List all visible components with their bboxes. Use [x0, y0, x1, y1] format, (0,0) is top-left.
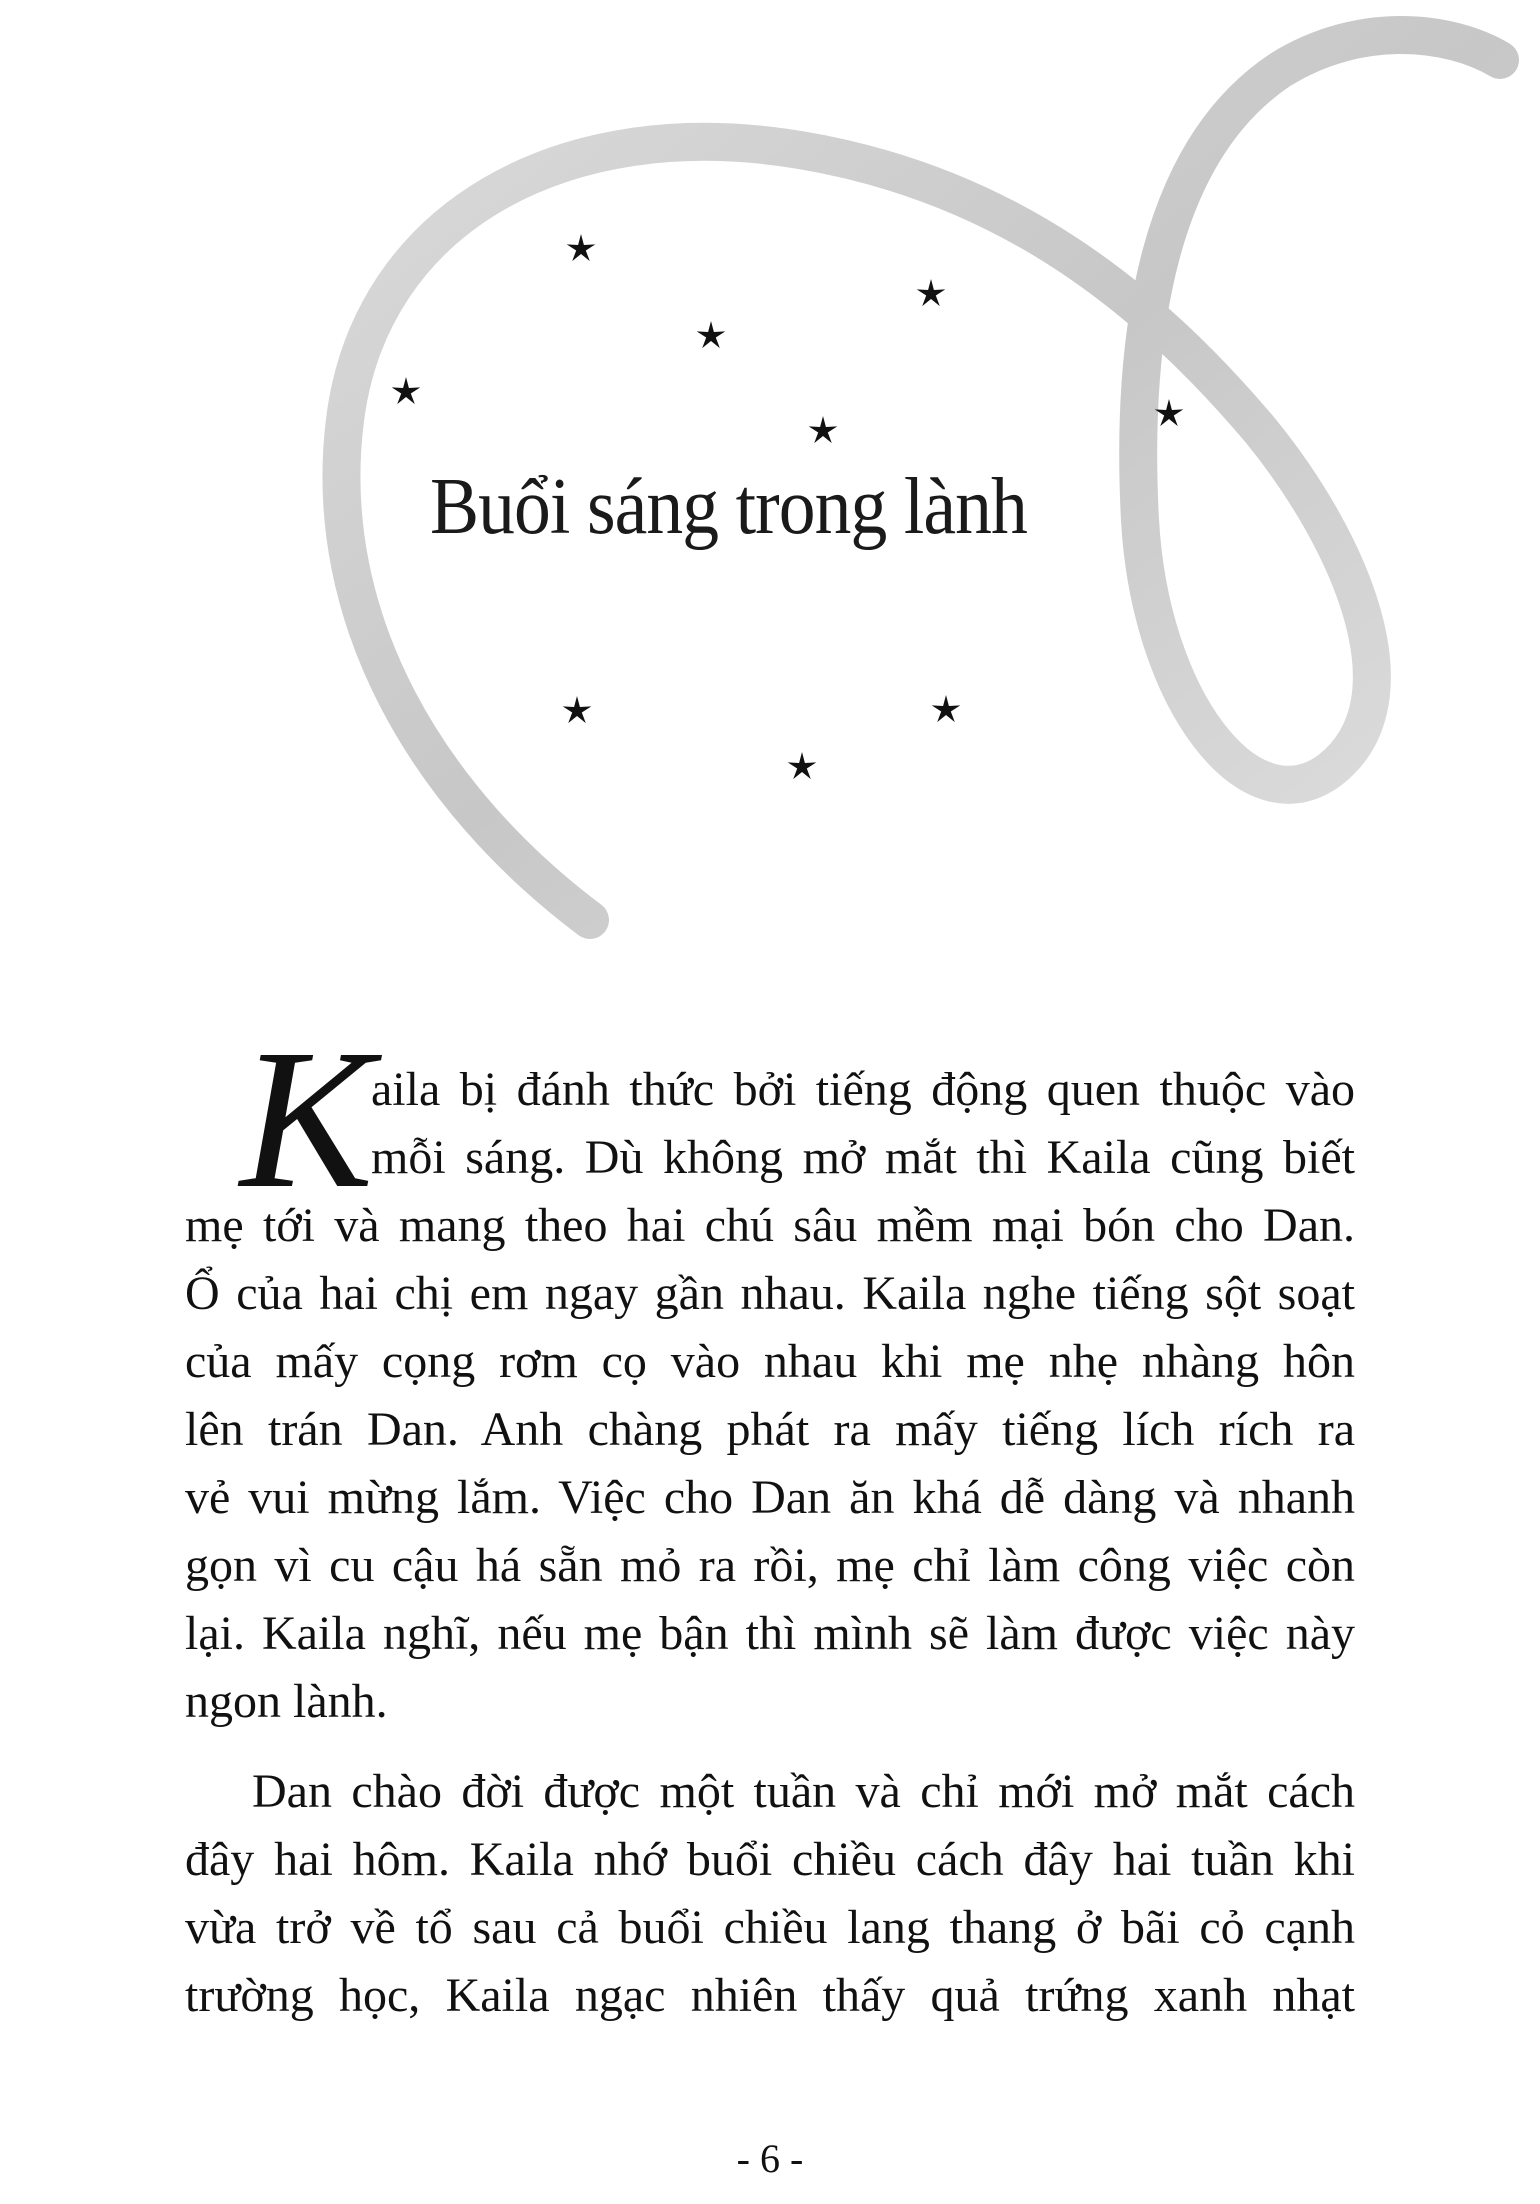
drop-cap: K — [240, 1009, 374, 1230]
star-icon — [788, 752, 817, 779]
text-line: vẻ vui mừng lắm. Việc cho Dan ăn khá dễ dàng và nhanh — [185, 1471, 1355, 1524]
text-line: trường học, Kaila ngạc nhiên thấy quả trứng xanh nhạt — [185, 1969, 1355, 2022]
page-number: - 6 - — [736, 2136, 804, 2181]
star-icon — [1155, 399, 1184, 426]
text-line: đây hai hôm. Kaila nhớ buổi chiều cách đây hai tuần khi — [185, 1833, 1355, 1886]
text-line: ngon lành. — [185, 1675, 388, 1728]
text-line: Dan chào đời được một tuần và chỉ mới mở mắt cách — [252, 1765, 1355, 1818]
star-icon — [697, 321, 726, 348]
star-icon — [567, 234, 596, 261]
star-icon — [563, 696, 592, 723]
star-icon — [809, 416, 838, 443]
text-line: lại. Kaila nghĩ, nếu mẹ bận thì mình sẽ làm được việc này — [185, 1607, 1355, 1660]
text-line: gọn vì cu cậu há sẵn mỏ ra rồi, mẹ chỉ làm công việc còn — [185, 1539, 1355, 1592]
text-line: aila bị đánh thức bởi tiếng động quen thuộc vào — [371, 1063, 1355, 1116]
text-line: mỗi sáng. Dù không mở mắt thì Kaila cũng biết — [371, 1131, 1355, 1184]
text-line: lên trán Dan. Anh chàng phát ra mấy tiếng lích rích ra — [185, 1403, 1355, 1456]
text-line: của mấy cọng rơm cọ vào nhau khi mẹ nhẹ nhàng hôn — [185, 1335, 1355, 1388]
text-line: Ổ của hai chị em ngay gần nhau. Kaila nghe tiếng sột soạt — [185, 1267, 1355, 1320]
star-icon — [932, 695, 961, 722]
star-icon — [392, 377, 421, 404]
text-line: vừa trở về tổ sau cả buổi chiều lang thang ở bãi cỏ cạnh — [185, 1901, 1355, 1954]
text-line: mẹ tới và mang theo hai chú sâu mềm mại bón cho Dan. — [185, 1199, 1355, 1252]
star-icon — [917, 279, 946, 306]
chapter-title: Buổi sáng trong lành — [430, 463, 1027, 551]
